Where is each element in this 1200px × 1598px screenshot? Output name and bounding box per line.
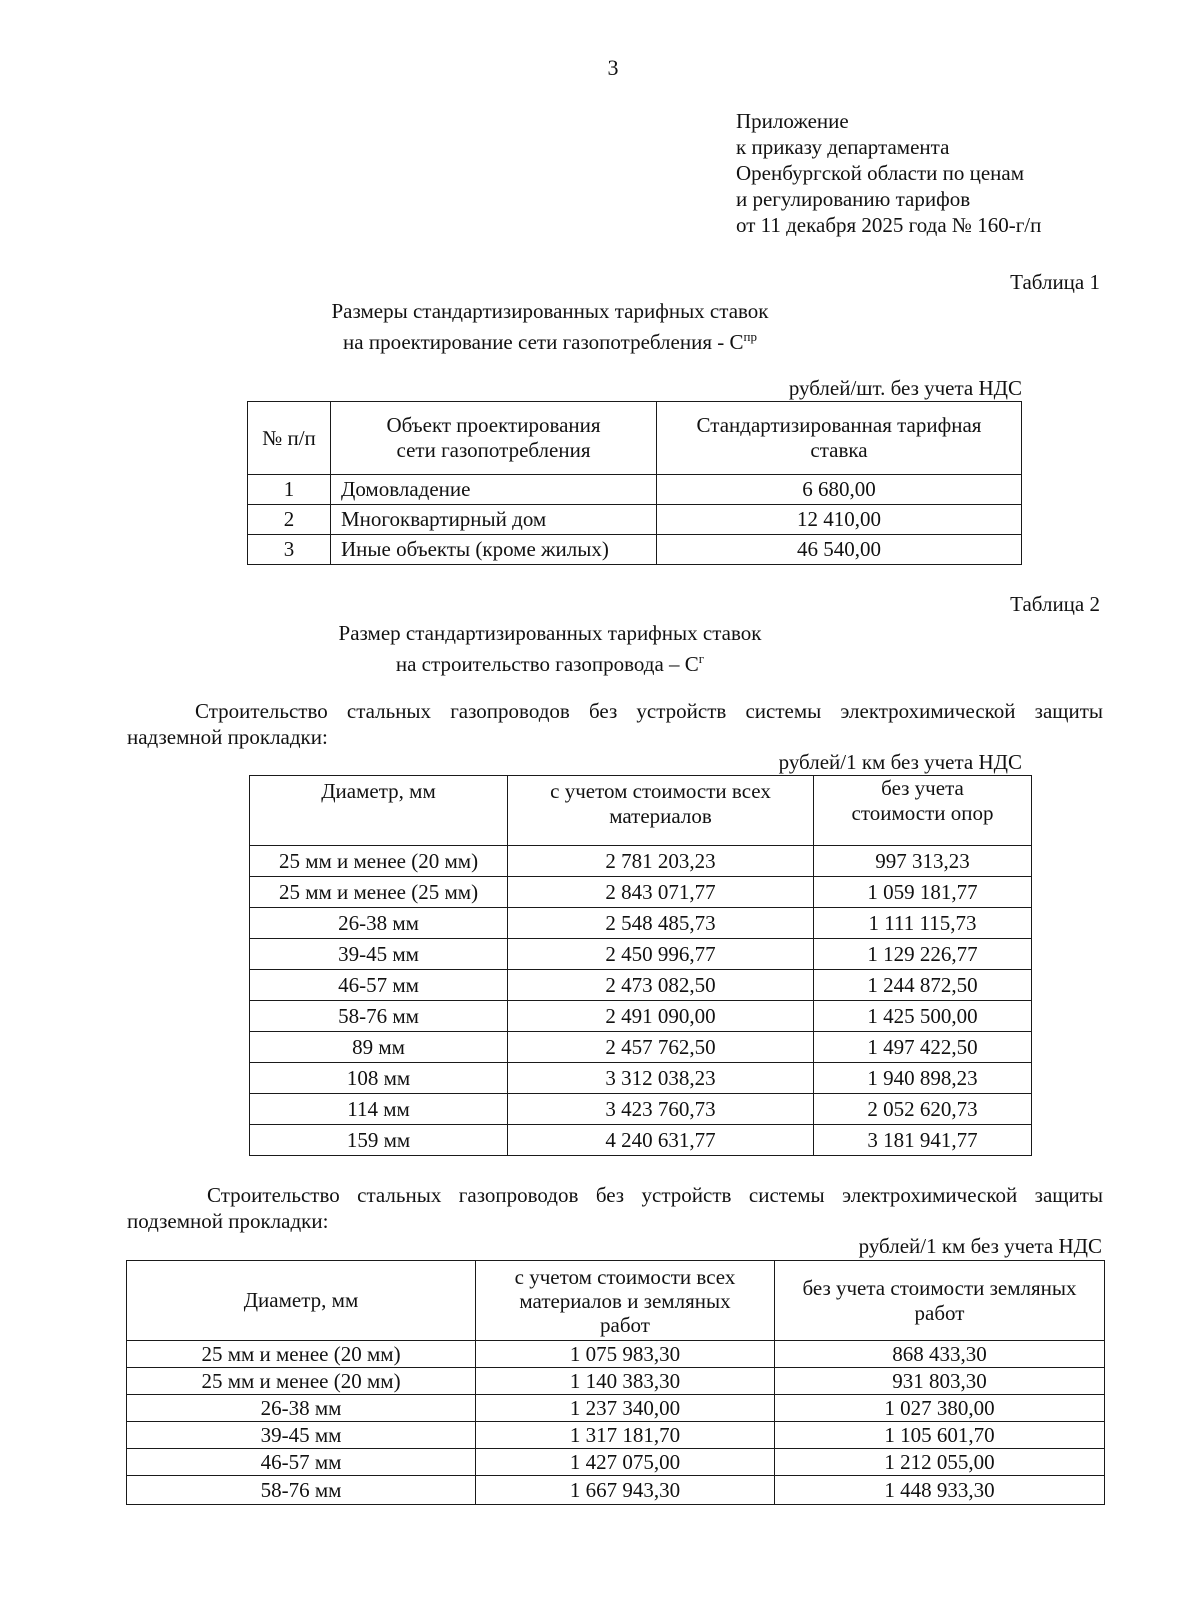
cell-diameter: 58-76 мм bbox=[127, 1476, 476, 1505]
cell-with-materials: 2 548 485,73 bbox=[508, 908, 814, 939]
cell-with-materials: 2 473 082,50 bbox=[508, 970, 814, 1001]
cell-without-supports: 1 244 872,50 bbox=[814, 970, 1032, 1001]
cell-without-supports: 997 313,23 bbox=[814, 846, 1032, 877]
table1 bbox=[247, 401, 1022, 565]
cell-with-materials: 2 457 762,50 bbox=[508, 1032, 814, 1063]
cell-diameter: 58-76 мм bbox=[250, 1001, 508, 1032]
appendix-header bbox=[736, 108, 1041, 238]
cell-with-materials: 2 781 203,23 bbox=[508, 846, 814, 877]
cell-without-supports: 1 940 898,23 bbox=[814, 1063, 1032, 1094]
table1-units: рублей/шт. без учета НДС bbox=[788, 376, 1022, 400]
header-with-materials: с учетом стоимости всех материалов bbox=[508, 776, 814, 846]
appendix-line: к приказу департамента bbox=[736, 135, 950, 159]
appendix-line: и регулированию тарифов bbox=[736, 187, 971, 211]
cell-rate: 46 540,00 bbox=[657, 535, 1022, 565]
cell-diameter: 25 мм и менее (20 мм) bbox=[127, 1368, 476, 1395]
table-row bbox=[250, 1032, 1032, 1063]
table-row bbox=[250, 1063, 1032, 1094]
cell-diameter: 89 мм bbox=[250, 1032, 508, 1063]
cell-diameter: 25 мм и менее (25 мм) bbox=[250, 877, 508, 908]
table1-title-line1: Размеры стандартизированных тарифных ставок bbox=[331, 299, 769, 323]
cell-without-earthworks: 1 212 055,00 bbox=[775, 1449, 1105, 1476]
table-row bbox=[250, 1094, 1032, 1125]
table-row bbox=[250, 1125, 1032, 1156]
cell-with-materials: 2 843 071,77 bbox=[508, 877, 814, 908]
cell-rate: 6 680,00 bbox=[657, 475, 1022, 505]
cell-without-supports: 1 111 115,73 bbox=[814, 908, 1032, 939]
table2-above-ground bbox=[249, 775, 1032, 1156]
cell-without-earthworks: 931 803,30 bbox=[775, 1368, 1105, 1395]
cell-with-materials-earthworks: 1 667 943,30 bbox=[476, 1476, 775, 1505]
cell-with-materials-earthworks: 1 075 983,30 bbox=[476, 1341, 775, 1368]
cell-num: 1 bbox=[248, 475, 331, 505]
table-row bbox=[248, 505, 1022, 535]
table-header-row bbox=[248, 402, 1022, 475]
cell-without-earthworks: 1 448 933,30 bbox=[775, 1476, 1105, 1505]
table-row bbox=[127, 1422, 1105, 1449]
cell-with-materials: 3 312 038,23 bbox=[508, 1063, 814, 1094]
cell-without-earthworks: 868 433,30 bbox=[775, 1341, 1105, 1368]
cell-without-supports: 1 425 500,00 bbox=[814, 1001, 1032, 1032]
header-without-earthworks: без учета стоимости земляных работ bbox=[775, 1261, 1105, 1341]
header-rate: Стандартизированная тарифная ставка bbox=[657, 402, 1022, 475]
table-row bbox=[127, 1395, 1105, 1422]
table2-title bbox=[0, 620, 1150, 677]
table-row bbox=[250, 908, 1032, 939]
header-with-materials-earthworks: с учетом стоимости всех материалов и земляных работ bbox=[476, 1261, 775, 1341]
table-row bbox=[250, 1001, 1032, 1032]
section-above-ground-paragraph: Строительство стальных газопроводов без устройств системы электрохимической защиты надземной прокладки: bbox=[127, 699, 1103, 749]
cell-with-materials: 4 240 631,77 bbox=[508, 1125, 814, 1156]
cell-diameter: 26-38 мм bbox=[250, 908, 508, 939]
cell-diameter: 25 мм и менее (20 мм) bbox=[250, 846, 508, 877]
cell-object: Иные объекты (кроме жилых) bbox=[331, 535, 657, 565]
cell-with-materials-earthworks: 1 140 383,30 bbox=[476, 1368, 775, 1395]
table-row bbox=[248, 475, 1022, 505]
cell-object: Многоквартирный дом bbox=[331, 505, 657, 535]
page-number: 3 bbox=[607, 55, 619, 80]
section-above-ground-units: рублей/1 км без учета НДС bbox=[778, 750, 1022, 774]
appendix-line: от 11 декабря 2025 года № 160-г/п bbox=[736, 213, 1042, 237]
section-underground-paragraph: Строительство стальных газопроводов без устройств системы электрохимической защиты подземной прокладки: bbox=[127, 1183, 1103, 1233]
cell-with-materials: 2 491 090,00 bbox=[508, 1001, 814, 1032]
table-row bbox=[250, 846, 1032, 877]
header-diameter: Диаметр, мм bbox=[250, 776, 508, 846]
cell-without-supports: 2 052 620,73 bbox=[814, 1094, 1032, 1125]
table-row bbox=[127, 1341, 1105, 1368]
header-object: Объект проектирования сети газопотребления bbox=[331, 402, 657, 475]
table-row bbox=[250, 970, 1032, 1001]
header-without-supports: без учета стоимости опор bbox=[814, 776, 1032, 846]
cell-without-earthworks: 1 027 380,00 bbox=[775, 1395, 1105, 1422]
cell-diameter: 159 мм bbox=[250, 1125, 508, 1156]
cell-without-supports: 1 059 181,77 bbox=[814, 877, 1032, 908]
table-row bbox=[127, 1368, 1105, 1395]
table-row bbox=[250, 939, 1032, 970]
cell-without-supports: 3 181 941,77 bbox=[814, 1125, 1032, 1156]
cell-without-supports: 1 497 422,50 bbox=[814, 1032, 1032, 1063]
table-row bbox=[248, 535, 1022, 565]
table-header-row bbox=[127, 1261, 1105, 1341]
cell-without-supports: 1 129 226,77 bbox=[814, 939, 1032, 970]
cell-with-materials: 3 423 760,73 bbox=[508, 1094, 814, 1125]
cell-diameter: 39-45 мм bbox=[250, 939, 508, 970]
table1-label: Таблица 1 bbox=[1010, 270, 1100, 294]
cell-with-materials-earthworks: 1 237 340,00 bbox=[476, 1395, 775, 1422]
table2-title-line1: Размер стандартизированных тарифных ставок bbox=[338, 621, 762, 645]
header-num: № п/п bbox=[248, 402, 331, 475]
table-header-row bbox=[250, 776, 1032, 846]
cell-rate: 12 410,00 bbox=[657, 505, 1022, 535]
cell-with-materials-earthworks: 1 427 075,00 bbox=[476, 1449, 775, 1476]
cell-num: 2 bbox=[248, 505, 331, 535]
appendix-line: Приложение bbox=[736, 109, 849, 133]
table1-title bbox=[0, 298, 1150, 355]
table1-title-line2: на проектирование сети газопотребления - $С^{пр}$ bbox=[343, 329, 757, 354]
table-row bbox=[127, 1476, 1105, 1505]
table2-underground bbox=[126, 1260, 1105, 1505]
table2-label: Таблица 2 bbox=[1010, 592, 1100, 616]
cell-diameter: 114 мм bbox=[250, 1094, 508, 1125]
section-underground-units: рублей/1 км без учета НДС bbox=[858, 1234, 1102, 1258]
cell-diameter: 46-57 мм bbox=[250, 970, 508, 1001]
cell-diameter: 39-45 мм bbox=[127, 1422, 476, 1449]
appendix-line: Оренбургской области по ценам bbox=[736, 161, 1025, 185]
cell-diameter: 46-57 мм bbox=[127, 1449, 476, 1476]
cell-diameter: 108 мм bbox=[250, 1063, 508, 1094]
cell-without-earthworks: 1 105 601,70 bbox=[775, 1422, 1105, 1449]
table-row bbox=[127, 1449, 1105, 1476]
table-row bbox=[250, 877, 1032, 908]
cell-diameter: 25 мм и менее (20 мм) bbox=[127, 1341, 476, 1368]
cell-num: 3 bbox=[248, 535, 331, 565]
cell-diameter: 26-38 мм bbox=[127, 1395, 476, 1422]
cell-with-materials: 2 450 996,77 bbox=[508, 939, 814, 970]
cell-object: Домовладение bbox=[331, 475, 657, 505]
header-diameter: Диаметр, мм bbox=[127, 1261, 476, 1341]
table2-title-line2: на строительство газопровода – $С^г$ bbox=[395, 651, 705, 676]
cell-with-materials-earthworks: 1 317 181,70 bbox=[476, 1422, 775, 1449]
